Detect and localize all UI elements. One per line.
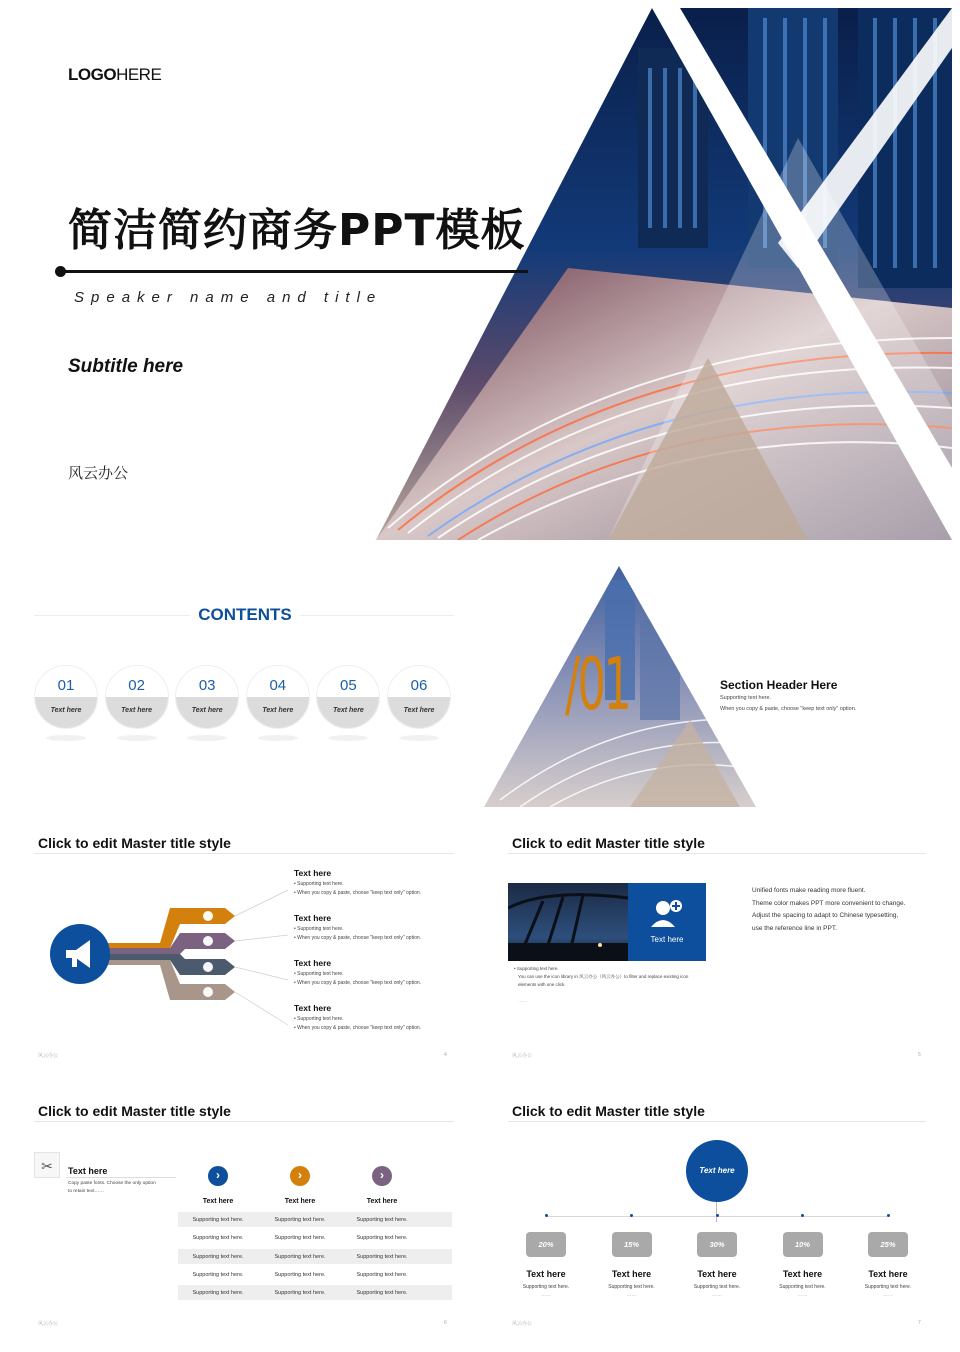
item-label: Text here — [868, 1269, 908, 1279]
add-user-icon — [650, 899, 684, 929]
slide-photo-box — [504, 828, 930, 1068]
slide-title: Click to edit Master title style — [512, 835, 705, 851]
contents-number: 05 — [317, 666, 379, 697]
block-bullet-1: • Supporting text here. — [294, 1016, 344, 1022]
table-cell: Supporting text here. — [356, 1217, 408, 1223]
connector-dot — [887, 1214, 890, 1217]
item-label: Text here — [782, 1269, 823, 1279]
contents-label: Text here — [35, 697, 97, 729]
slide-title: Click to edit Master title style — [38, 835, 231, 851]
para-line-4: use the reference line in PPT. — [752, 924, 837, 932]
table-cell: Supporting text here. — [274, 1235, 326, 1242]
speaker-line: Speaker name and title — [74, 289, 383, 306]
footer-company: 风云办公 — [512, 1321, 533, 1327]
block-bullet-1: • Supporting text here. — [294, 971, 344, 977]
cover-slide — [8, 8, 952, 540]
slide-percentages — [504, 1096, 930, 1336]
block-heading: Text here — [294, 958, 332, 968]
percent-box: 25% — [868, 1232, 908, 1257]
connector-dot — [630, 1214, 633, 1217]
table-cell: Supporting text here. — [274, 1271, 326, 1278]
divider-dot — [55, 266, 66, 277]
chevron-right-icon: › — [372, 1166, 392, 1186]
left-text-1: Copy paste fonts. Choose the only option — [68, 1181, 156, 1186]
bullet-line: • Supporting text here. — [514, 966, 559, 971]
section-number: /01 — [565, 642, 630, 726]
pinterest-icon — [203, 987, 213, 997]
bullet-text: Supporting text here. — [297, 881, 344, 887]
column-heading: Text here — [202, 1198, 234, 1205]
contents-number: 03 — [176, 666, 238, 697]
contents-label: Text here — [388, 697, 450, 729]
item-sub: Supporting text here. — [522, 1284, 570, 1290]
block-bullet-2: • When you copy & paste, choose "keep text only" option. — [294, 1025, 422, 1031]
bullet-text: Supporting text here. — [297, 971, 344, 977]
facebook-icon — [203, 911, 213, 921]
footer-company: 风云办公 — [38, 1053, 59, 1059]
contents-number: 06 — [388, 666, 450, 697]
table-cell: Supporting text here. — [356, 1290, 408, 1297]
slide-title: Click to edit Master title style — [512, 1103, 705, 1119]
bullet-text: Supporting text here. — [297, 926, 344, 932]
title-underline — [508, 1121, 926, 1122]
box-label: Text here — [650, 935, 684, 944]
table-cell: Supporting text here. — [274, 1290, 326, 1297]
column-heading: Text here — [366, 1198, 398, 1205]
bullet-text: Supporting text here. — [297, 1016, 344, 1022]
percent-box: 10% — [783, 1232, 823, 1257]
youtube-icon — [203, 962, 213, 972]
contents-label: Text here — [317, 697, 379, 729]
column-heading: Text here — [284, 1198, 316, 1205]
table-cell: Supporting text here. — [192, 1271, 244, 1278]
slide-title: Click to edit Master title style — [38, 1103, 231, 1119]
block-bullet-2: • When you copy & paste, choose "keep text only" option. — [294, 890, 422, 896]
percent-box: 15% — [612, 1232, 652, 1257]
center-circle: Text here — [686, 1140, 748, 1202]
item-sub: Supporting text here. — [693, 1284, 741, 1290]
page-number: 6 — [444, 1320, 447, 1326]
contents-item — [34, 665, 98, 729]
table-cell: Supporting text here. — [192, 1253, 244, 1260]
footer-company: 风云办公 — [38, 1321, 59, 1327]
megaphone-diagram — [30, 888, 290, 1038]
tools-icon: ✂ — [34, 1152, 60, 1178]
contents-item — [175, 665, 239, 729]
note-line-1: You can use the icon library in 风云办公（风云办公）to filter and replace existing icon — [518, 974, 689, 979]
page-number: 4 — [444, 1052, 447, 1058]
item-dots: …… — [712, 1292, 722, 1298]
contents-items — [34, 665, 460, 755]
cover-subtitle: Subtitle here — [68, 356, 184, 377]
title-underline — [34, 853, 454, 854]
contents-item — [105, 665, 169, 729]
slide-table — [30, 1096, 460, 1336]
table-row — [178, 1212, 452, 1227]
block-heading: Text here — [294, 913, 332, 923]
table-row — [178, 1230, 452, 1245]
percent-box: 20% — [526, 1232, 566, 1257]
table-cell: Supporting text here. — [356, 1271, 408, 1278]
circle-shadow — [187, 735, 227, 741]
table-row — [178, 1267, 452, 1282]
cover-title: 简洁简约商务PPT模板 — [68, 205, 526, 256]
para-line-3: Adjust the spacing to adapt to Chinese typesetting, — [752, 912, 899, 919]
table-cell: Supporting text here. — [192, 1235, 244, 1242]
item-dots: …… — [797, 1292, 808, 1298]
block-heading: Text here — [294, 868, 332, 878]
cover-city-photo — [8, 8, 952, 540]
left-heading: Text here — [68, 1166, 108, 1176]
item-dots: …… — [883, 1292, 893, 1298]
para-line-2: Theme color makes PPT more convenient to change. — [752, 899, 906, 907]
block-bullet-2: • When you copy & paste, choose "keep text only" option. — [294, 980, 422, 986]
contents-number: 04 — [247, 666, 309, 697]
circle-shadow — [328, 735, 368, 741]
left-text-2: to retain text…… — [68, 1189, 104, 1194]
section-header: Section Header Here — [720, 678, 838, 692]
chevron-right-icon: › — [208, 1166, 228, 1186]
table-cell: Supporting text here. — [192, 1290, 244, 1297]
circle-shadow — [258, 735, 298, 741]
bullet-text: When you copy & paste, choose "keep text only" option. — [297, 935, 422, 941]
contents-number: 01 — [35, 666, 97, 697]
page-number: 7 — [918, 1320, 921, 1326]
item-label: Text here — [611, 1269, 652, 1279]
block-bullet-2: • When you copy & paste, choose "keep text only" option. — [294, 935, 422, 941]
table-row — [178, 1285, 452, 1300]
company-name: 风云办公 — [68, 464, 129, 482]
item-label: Text here — [526, 1269, 566, 1279]
note-line-2: elements with one click. — [518, 982, 566, 987]
page-number: 5 — [918, 1052, 921, 1058]
logo: LOGOHERE — [68, 65, 162, 84]
item-sub: Supporting text here. — [779, 1284, 826, 1290]
contents-label: Text here — [176, 697, 238, 729]
footer-company: 风云办公 — [512, 1053, 533, 1059]
percent-box: 30% — [697, 1232, 737, 1257]
contents-slide — [30, 560, 460, 810]
contents-number: 02 — [106, 666, 168, 697]
contents-item — [316, 665, 380, 729]
table-cell: Supporting text here. — [192, 1217, 244, 1223]
connector-dot — [801, 1214, 804, 1217]
item-sub: Supporting text here. — [864, 1284, 912, 1290]
bullet-text: When you copy & paste, choose "keep text only" option. — [297, 890, 422, 896]
text-blocks — [294, 868, 460, 1048]
title-underline — [508, 853, 926, 854]
paragraph — [752, 885, 905, 935]
para-line-1: Unified fonts make reading more fluent. — [752, 887, 866, 894]
circle-shadow — [46, 735, 86, 741]
feature-box — [628, 883, 706, 961]
contents-heading: CONTENTS — [190, 605, 300, 624]
table-cell: Supporting text here. — [356, 1235, 408, 1242]
note-dots: …… — [518, 998, 527, 1003]
section-line-2: When you copy & paste, choose "keep text only" option. — [720, 706, 857, 712]
chevron-right-icon: › — [290, 1166, 310, 1186]
item-dots: …… — [626, 1292, 637, 1298]
bullet-text: When you copy & paste, choose "keep text only" option. — [297, 1025, 422, 1031]
block-heading: Text here — [294, 1003, 332, 1013]
title-underline — [34, 1121, 454, 1122]
contents-item — [387, 665, 451, 729]
connector-dot — [716, 1214, 719, 1217]
slide-infographic — [30, 828, 460, 1068]
table-cell: Supporting text here. — [274, 1217, 326, 1223]
table-row — [178, 1249, 452, 1264]
bridge-photo — [508, 883, 628, 961]
item-label: Text here — [697, 1269, 737, 1279]
left-underline — [66, 1177, 176, 1178]
contents-item — [246, 665, 310, 729]
bullet-text: When you copy & paste, choose "keep text only" option. — [297, 980, 422, 986]
contents-label: Text here — [247, 697, 309, 729]
block-bullet-1: • Supporting text here. — [294, 926, 344, 932]
circle-shadow — [117, 735, 157, 741]
cover-divider — [58, 270, 528, 273]
connector-dot — [545, 1214, 548, 1217]
percent-items — [504, 1212, 930, 1312]
circle-shadow — [399, 735, 439, 741]
section-line-1: Supporting text here. — [720, 695, 772, 701]
twitter-icon — [203, 936, 213, 946]
table — [178, 1166, 454, 1306]
block-bullet-1: • Supporting text here. — [294, 881, 344, 887]
table-cell: Supporting text here. — [356, 1253, 408, 1260]
table-cell: Supporting text here. — [274, 1253, 326, 1260]
contents-label: Text here — [106, 697, 168, 729]
item-dots: …… — [541, 1292, 551, 1298]
section-slide — [480, 560, 930, 810]
item-sub: Supporting text here. — [608, 1284, 655, 1290]
